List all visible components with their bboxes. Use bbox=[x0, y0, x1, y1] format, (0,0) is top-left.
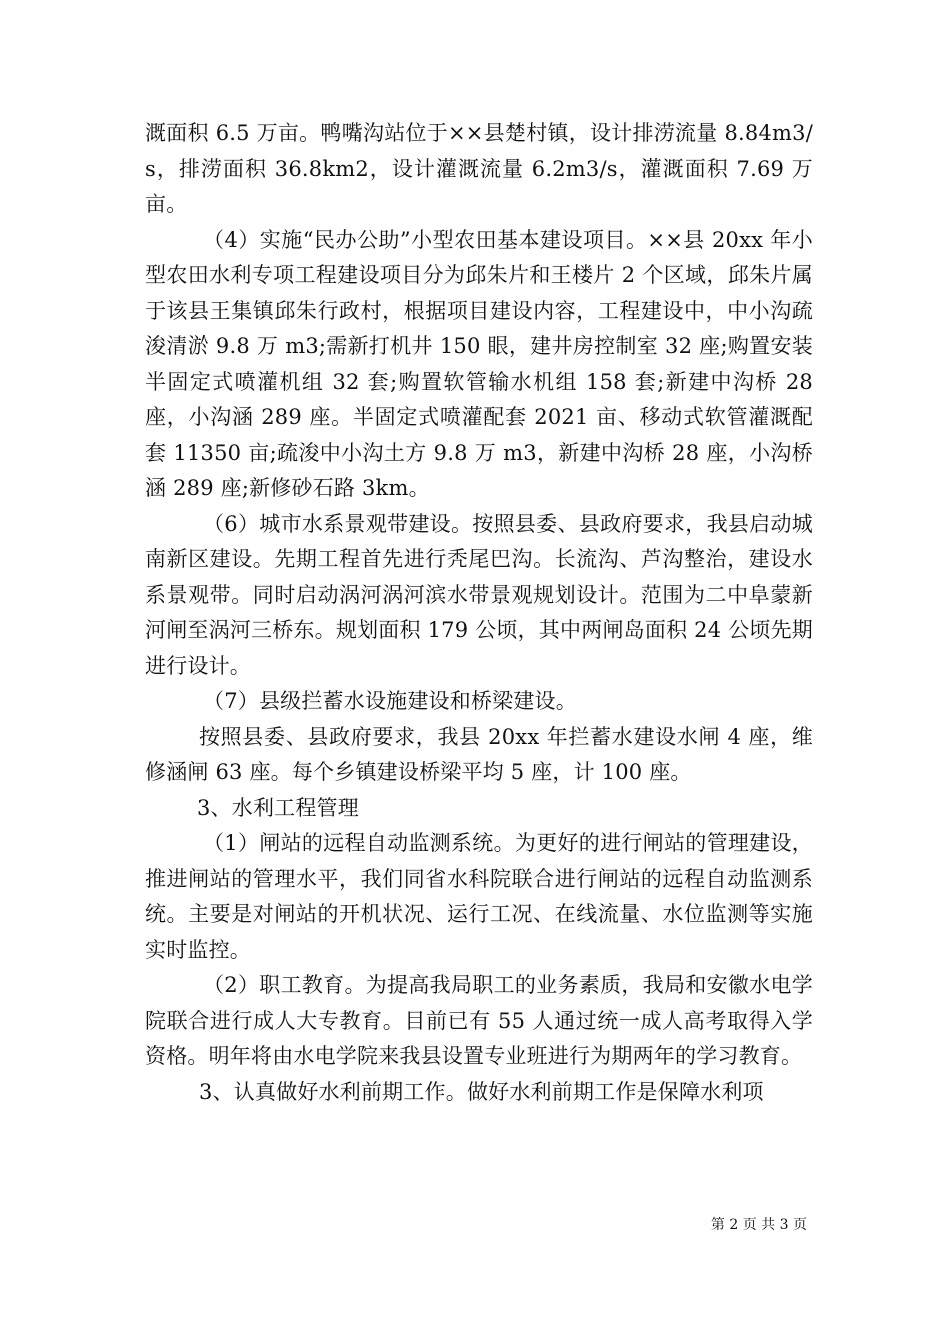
paragraph-item-7-heading: （7）县级拦蓄水设施建设和桥梁建设。 bbox=[203, 689, 577, 713]
paragraph-item-6: （6）城市水系景观带建设。按照县委、县政府要求，我县启动城南新区建设。先期工程首先进行秃尾巴沟。长流沟、芦沟整治，建设水系景观带。同时启动涡河涡河滨水带景观规划设计。范围为二中阜蒙新河闸至涡河三桥东。规划面积 179 公顷，其中两闸岛面积 24 公顷先期进行设计。 bbox=[145, 511, 813, 678]
paragraph-item-2: （2）职工教育。为提高我局职工的业务素质，我局和安徽水电学院联合进行成人大专教育。目前已有 55 人通过统一成人高考取得入学资格。明年将由水电学院来我县设置专业班进行为期两年的学习教育。 bbox=[145, 973, 813, 1068]
section-heading-management: 3、水利工程管理 bbox=[197, 795, 359, 820]
paragraph-preliminary-work: 3、认真做好水利前期工作。做好水利前期工作是保障水利项 bbox=[199, 1079, 764, 1104]
paragraph-item-4: （4）实施“民办公助”小型农田基本建设项目。××县 20xx 年小型农田水利专项工程建设项目分为邱朱片和王楼片 2 个区域，邱朱片属于该县王集镇邱朱行政村，根据项目建设内容，工程建设中，中小沟疏浚清淤 9.8 万 m3;需新打机井 150 眼，建井房控制室 32 座;购置安装半固定式喷灌机组 32 套;购置软管输水机组 158 套;新建中沟桥 28 座，小沟涵 289 座。半固定式喷灌配套 2021 亩、移动式软管灌溉配套 11350 亩;疏浚中小沟土方 9.8 万 m3，新建中沟桥 28 座，小沟桥涵 289 座;新修砂石路 3km。 bbox=[145, 227, 813, 500]
paragraph-item-1: （1）闸站的远程自动监测系统。为更好的进行闸站的管理建设，推进闸站的管理水平，我们同省水科院联合进行闸站的远程自动监测系统。主要是对闸站的开机状况、运行工况、在线流量、水位监测等实施实时监控。 bbox=[145, 831, 813, 962]
paragraph-continuation: 溉面积 6.5 万亩。鸭嘴沟站位于××县楚村镇，设计排涝流量 8.84m3/s，排涝面积 36.8km2，设计灌溉流量 6.2m3/s，灌溉面积 7.69 万亩。 bbox=[145, 121, 813, 216]
document-body bbox=[145, 116, 813, 1110]
paragraph-item-7-body: 按照县委、县政府要求，我县 20xx 年拦蓄水建设水闸 4 座，维修涵闸 63 座。每个乡镇建设桥梁平均 5 座，计 100 座。 bbox=[145, 724, 813, 784]
page-number-footer: 第 2 页 共 3 页 bbox=[710, 1217, 807, 1233]
